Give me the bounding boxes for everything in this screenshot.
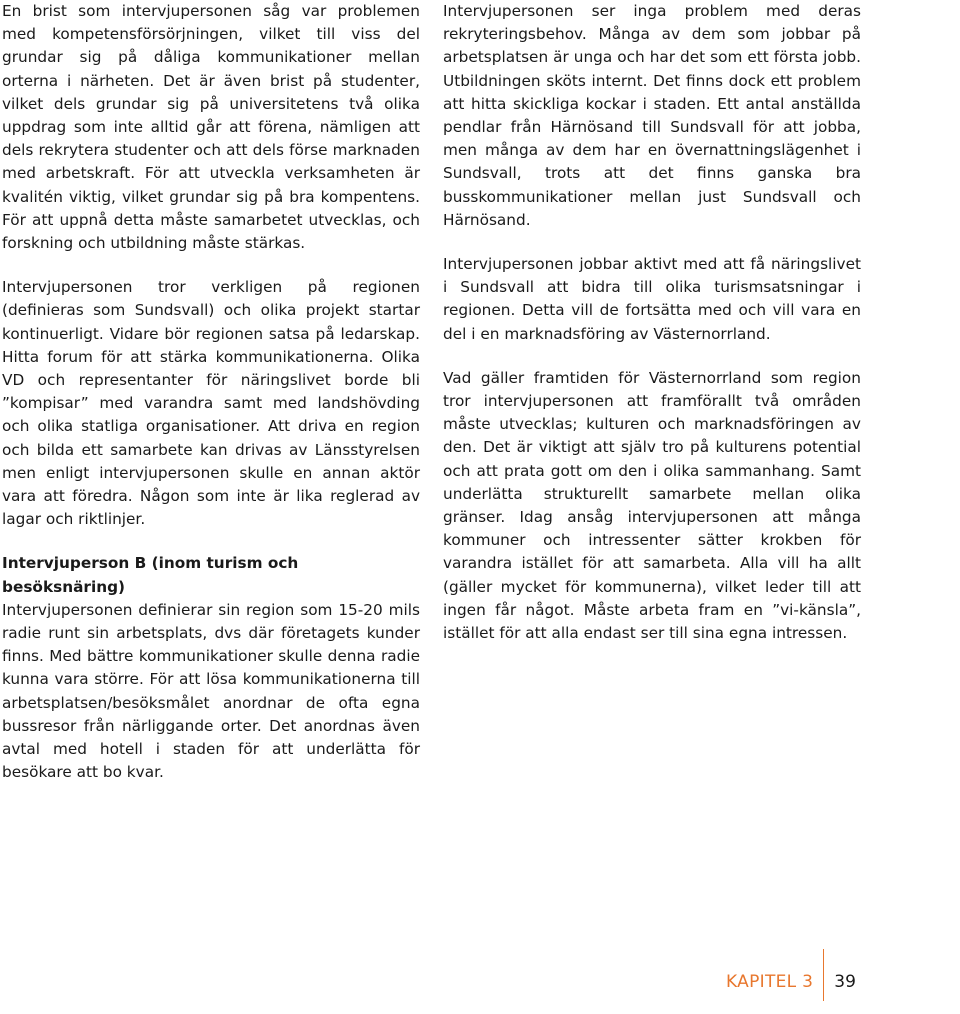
body-paragraph: Intervjupersonen jobbar aktivt med att få näringslivet i Sundsvall att bidra till olika turismsatsningar i regionen. Detta vill de fortsätta med och vill vara en del i en marknadsföring av Västernorrland. xyxy=(443,255,861,343)
body-paragraph: Intervjupersonen definierar sin region som 15-20 mils radie runt sin arbetsplats, dvs där företagets kunder finns. Med bättre kommunikationer skulle denna radie kunna vara större. För att lösa kommunikationerna till arbetsplatsen/besöksmålet anordnar de ofta egna bussresor från närliggande orter. Det anordnas även avtal med hotell i staden för att underlätta för besökare att bo kvar. xyxy=(2,600,420,782)
left-column xyxy=(2,0,420,785)
page-number: 39 xyxy=(834,972,856,992)
chapter-label: KAPITEL 3 xyxy=(726,972,814,992)
body-paragraph: Vad gäller framtiden för Västernorrland som region tror intervjupersonen att framförallt två områden måste utvecklas; kulturen och marknadsföringen av den. Det är viktigt att själv tro på kulturens potential och att prata gott om den i olika sammanhang. Samt underlätta strukturellt samarbete mellan olika gränser. Idag ansåg intervjupersonen att många kommuner och intressenter sätter krokben för varandra istället för att samarbeta. Alla vill ha allt (gäller mycket för kommunerna), vilket leder till att ingen får något. Måste arbeta fram en ”vi-känsla”, istället för att alla endast ser till sina egna intressen. xyxy=(443,368,861,643)
body-paragraph: Intervjupersonen ser inga problem med deras rekryteringsbehov. Många av dem som jobbar på arbetsplatsen är unga och har det som ett första jobb. Utbildningen sköts internt. Det finns dock ett problem att hitta skickliga kockar i staden. Ett antal anställda pendlar från Härnösand till Sundsvall för att jobba, men många av dem har en övernattningslägenhet i Sundsvall, trots att det finns ganska bra busskommunikationer mellan just Sundsvall och Härnösand. xyxy=(443,2,861,229)
page-footer xyxy=(726,963,856,1001)
section-heading: Intervjuperson B (inom turism och besöksnäring) xyxy=(2,554,299,596)
body-paragraph: En brist som intervjupersonen såg var problemen med kompetensförsörjningen, vilket till viss del grundar sig på dåliga kommunikationer mellan orterna i närheten. Det är även brist på studenter, vilket dels grundar sig på universitetens två olika uppdrag som inte alltid går att förena, nämligen att dels rekrytera studenter och att dels förse marknaden med arbetskraft. För att utveckla verksamheten är kvalitén viktig, vilket grundar sig på bra kompentens. För att uppnå detta måste samarbetet utvecklas, och forskning och utbildning måste stärkas. xyxy=(2,2,420,253)
body-paragraph: Intervjupersonen tror verkligen på regionen (definieras som Sundsvall) och olika projekt startar kontinuerligt. Vidare bör regionen satsa på ledarskap. Hitta forum för att stärka kommunikationerna. Olika VD och representanter för näringslivet borde bli ”kompisar” med varandra samt med landshövding och olika statliga organisationer. Att driva en region och bilda ett samarbete kan drivas av Länsstyrelsen men enligt intervjupersonen skulle en annan aktör vara att föredra. Någon som inte är lika reglerad av lagar och riktlinjer. xyxy=(2,278,420,529)
right-column xyxy=(443,0,861,645)
